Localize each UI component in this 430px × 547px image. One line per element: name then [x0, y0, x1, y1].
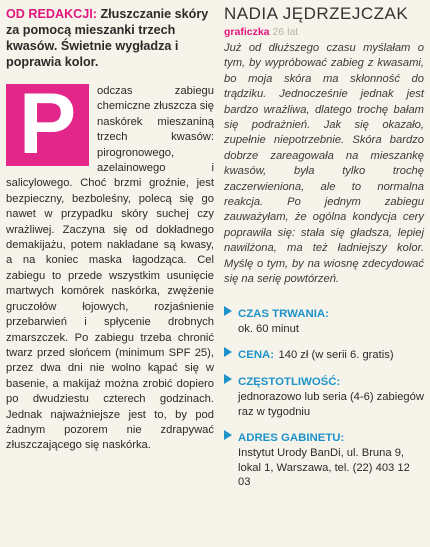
- frequency-label: CZĘSTOTLIWOŚĆ:: [238, 376, 341, 389]
- triangle-bullet-icon: [224, 306, 232, 316]
- triangle-bullet-icon: [224, 347, 232, 357]
- testimonial-author: NADIA JĘDRZEJCZAK: [224, 4, 409, 23]
- address-label: ADRES GABINETU:: [238, 432, 345, 445]
- editorial-column: [6, 6, 214, 454]
- price-value: 140 zł (w serii 6. gratis): [278, 349, 394, 362]
- testimonial-role-line: [224, 25, 424, 39]
- info-box: [224, 304, 424, 491]
- testimonial-quote: Już od dłuższego czasu myślałam o tym, by wypróbować zabieg z kwasami, bo moja skóra ma skłonność do trądziku. Jednocześnie jednak jest bardzo wrażliwa, dlatego trochę bałam się podrażnień. Jak się okazało, zupełnie niepotrzebnie. Skóra bardzo dobrze zareagowała na mieszankę kwasów, była tylko trochę zaczerwieniona, ale to normalna reakcja. Po jednym zabiegu zauważyłam, że ogólna kondycja cery poprawiła się: stała się gładsza, lepiej nawilżona, ma też ładniejszy kolor. Myślę o tym, by na wiosnę zdecydować się na serię powtórzeń.: [224, 42, 424, 286]
- price-label: CENA:: [238, 349, 275, 362]
- testimonial-role: graficzka: [224, 26, 270, 38]
- info-address: [224, 428, 424, 490]
- info-price: [224, 345, 424, 363]
- frequency-value: jednorazowo lub seria (4-6) zabiegów raz w tygodniu: [238, 391, 424, 418]
- editorial-body: odczas zabiegu chemiczne złuszcza się naskórek mieszaniną trzech kwasów: pirogronowego, azelainowego i salicylowego. Choć brzmi groźnie, jest bezpieczny, bezboleśny, polecą się go nawet w przypadku skóry suchej czy wrażliwej. Zaczyna się od dokładnego demakijażu, potem nakładane są kwasy, a na koniec maska łagodząca. Cel zabiegu to przede wszystkim usunięcie martwych komórek naskórka, zwężenie gruczołów łojowych, rozjaśnienie przebarwień i spłycenie drobnych zmarszczek. Po zabiegu trzeba chronić twarz przed słońcem (minimum SPF 25), przez dwa dni nie wolno kąpać się w basenie, a makijaż można zrobić dopiero po dwudziestu czterech godzinach. Jednak najważniejsze jest to, by pod żadnym pozorem nie zdrapywać złuszczającego się naskórka.: [6, 85, 214, 452]
- testimonial-age: 26 lat: [272, 26, 299, 38]
- duration-value: ok. 60 minut: [238, 322, 299, 335]
- editorial-lead: OD REDAKCJI:: [6, 7, 97, 21]
- editorial-headline: [6, 6, 214, 70]
- triangle-bullet-icon: [224, 374, 232, 384]
- editorial-title: Złuszczanie skóry za pomocą mieszanki trzech kwasów. Świetnie wygładza i poprawia kolor.: [6, 7, 209, 69]
- editorial-body-wrap: [6, 76, 214, 454]
- dropcap-letter: P: [6, 84, 89, 166]
- duration-label: CZAS TRWANIA:: [238, 307, 329, 320]
- info-duration: [224, 304, 424, 337]
- triangle-bullet-icon: [224, 430, 232, 440]
- testimonial-column: [224, 4, 424, 499]
- address-value: Instytut Urody BanDi, ul. Bruna 9, lokal 1, Warszawa, tel. (22) 403 12 03: [238, 447, 410, 489]
- info-frequency: [224, 372, 424, 419]
